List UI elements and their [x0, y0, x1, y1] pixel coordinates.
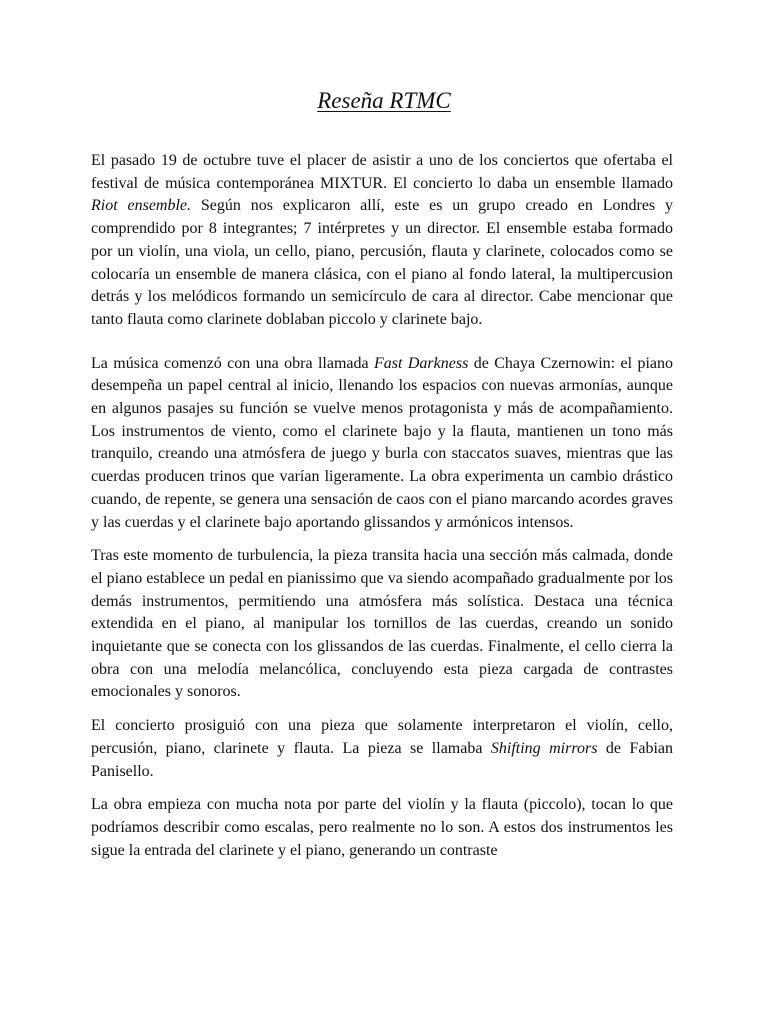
paragraph-work-start: La obra empieza con mucha nota por parte del violín y la flauta (piccolo), tocan lo que podríamos describir como escalas, pero realmente no lo son. A estos dos instrumentos les sigue la entrada del clarinete y el piano, generando un contraste	[91, 796, 673, 859]
paragraph-shifting-mirrors-text-a: El concierto prosiguió con una pieza que solamente interpretaron el violín, cello, percusión, piano, clarinete y flauta. La pieza se llamaba	[91, 717, 673, 757]
work-title-shifting-mirrors: Shifting mirrors	[490, 739, 598, 757]
paragraph-fast-darkness	[91, 353, 673, 535]
paragraph-fast-darkness-text-b: de Chaya Czernowin: el piano desempeña un papel central al inicio, llenando los espacios con nuevas armonías, aunque en algunos pasajes su función se vuelve menos protagonista y más de acompañamiento. Los instrumentos de viento, como el clarinete bajo y la flauta, mantienen un tono más tranquilo, creando una atmósfera de juego y burla con staccatos suaves, mientras que las cuerdas producen trinos que varían ligeramente. La obra experimenta un cambio drástico cuando, de repente, se genera una sensación de caos con el piano marcando acordes graves y las cuerdas y el clarinete bajo aportando glissandos y armónicos intensos.	[91, 354, 674, 531]
paragraph-fast-darkness-text-a: La música comenzó con una obra llamada	[91, 354, 375, 372]
work-title-fast-darkness: Fast Darkness	[374, 354, 469, 372]
paragraph-shifting-mirrors	[91, 715, 673, 783]
paragraph-shifting-mirrors-text-b: de Fabian Panisello.	[91, 739, 673, 780]
ensemble-name: Riot ensemble.	[91, 197, 192, 215]
paragraph-turbulence: Tras este momento de turbulencia, la pieza transita hacia una sección más calmada, donde el piano establece un pedal en pianissimo que va siendo acompañado gradualmente por los demás instrumentos, permitiendo una atmósfera más solística. Destaca una técnica extendida en el piano, al manipular los tornillos de las cuerdas, creando un sonido inquietante que se conecta con los glissandos de las cuerdas. Finalmente, el cello cierra la obra con una melodía melancólica, concluyendo esta pieza cargada de contrastes emocionales y sonoros.	[91, 547, 673, 701]
paragraph-intro-text-a: El pasado 19 de octubre tuve el placer de asistir a uno de los conciertos que ofertaba el festival de música contemporánea MIXTUR. El concierto lo daba un ensemble llamado	[91, 152, 673, 192]
paragraph-intro	[91, 150, 673, 332]
paragraph-intro-text-b: Según nos explicaron allí, este es un grupo creado en Londres y comprendido por 8 integrantes; 7 intérpretes y un director. El ensemble estaba formado por un violín, una viola, un cello, piano, percusión, flauta y clarinete, colocados como se colocaría un ensemble de manera clásica, con el piano al fondo lateral, la multipercusion detrás y los melódicos formando un semicírculo de cara al director. Cabe mencionar que tanto flauta como clarinete doblaban piccolo y clarinete bajo.	[91, 197, 673, 328]
document-title: Reseña RTMC	[317, 88, 451, 113]
document-body	[91, 150, 673, 862]
